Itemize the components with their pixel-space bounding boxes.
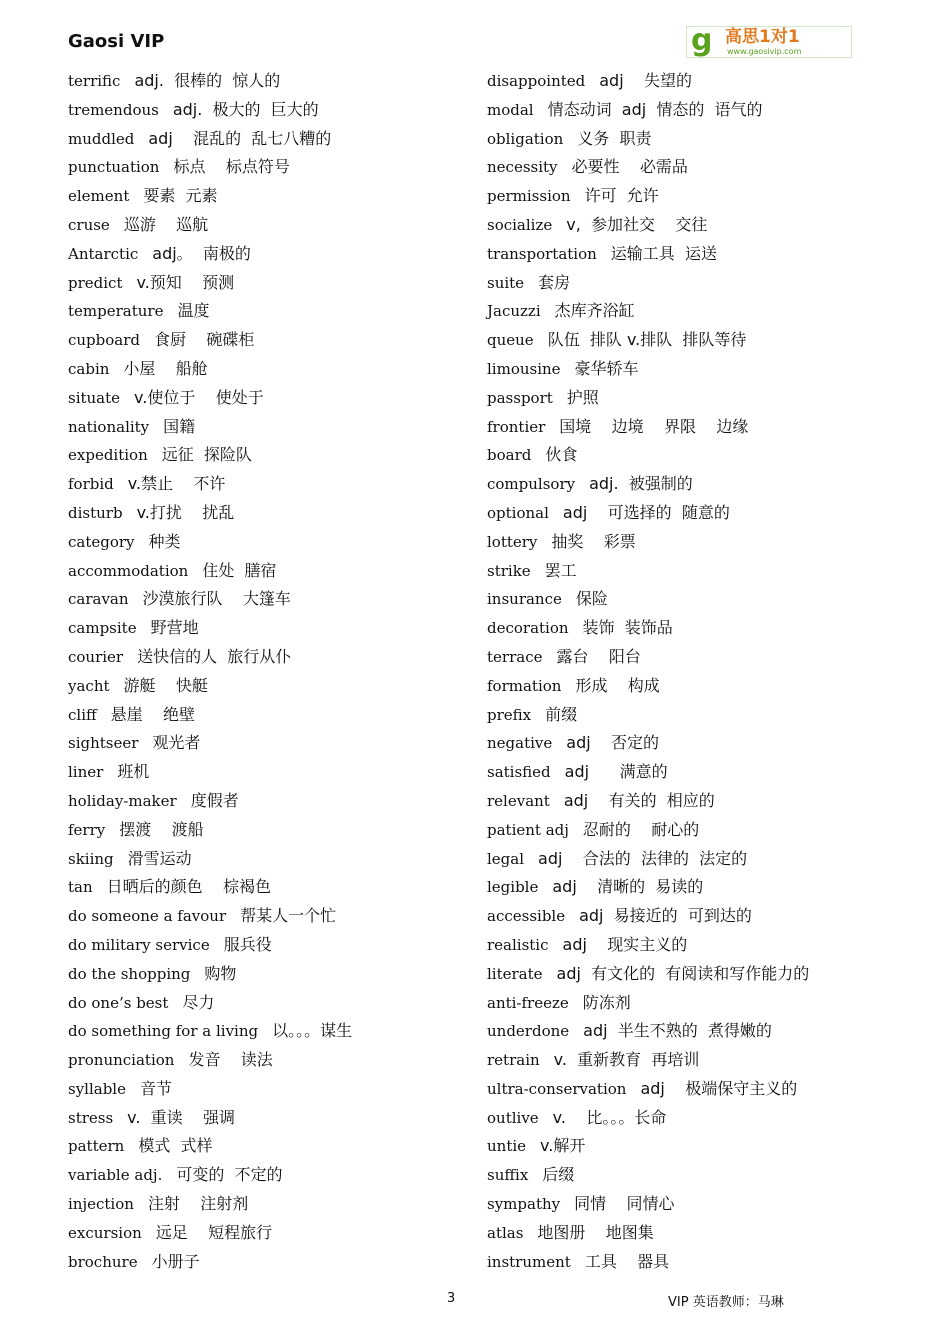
vocab-meaning: adj 可选择的 随意的	[562, 502, 730, 522]
vocab-meaning: 滑雪运动	[127, 848, 192, 868]
vocab-entry	[487, 1104, 927, 1133]
vocab-meaning: 露台 阳台	[556, 646, 641, 666]
vocab-word: nationality	[68, 417, 150, 436]
vocab-entry	[487, 355, 927, 384]
vocab-meaning: 必要性 必需品	[571, 157, 688, 177]
vocab-column-right	[487, 67, 927, 1276]
vocab-entry	[68, 1017, 468, 1046]
vocab-entry	[487, 931, 927, 960]
vocab-entry	[487, 67, 927, 96]
vocab-word: injection	[68, 1195, 134, 1214]
vocab-meaning: v.预知 预测	[136, 272, 235, 292]
vocab-entry	[68, 182, 468, 211]
vocab-meaning: adj. 极大的 巨大的	[172, 99, 319, 119]
vocab-meaning: adj 有文化的 有阅读和写作能力的	[556, 963, 810, 983]
vocab-word: campsite	[68, 619, 137, 638]
vocab-meaning: v.解开	[540, 1136, 586, 1156]
vocab-meaning: adj 否定的	[566, 733, 660, 753]
vocab-word: excursion	[68, 1223, 142, 1242]
logo-url: www.gaosivip.com	[727, 47, 802, 56]
vocab-meaning: 情态动词 adj 情态的 语气的	[547, 99, 763, 119]
vocab-word: anti-freeze	[487, 993, 569, 1012]
vocab-meaning: 豪华轿车	[574, 358, 639, 378]
vocab-word: relevant	[487, 791, 550, 810]
vocab-meaning: 队伍 排队 v.排队 排队等待	[547, 330, 747, 350]
vocab-word: tremendous	[68, 100, 159, 119]
vocab-entry	[68, 787, 468, 816]
vocab-entry	[487, 96, 927, 125]
vocab-meaning: 尽力	[182, 992, 215, 1012]
vocab-entry	[68, 960, 468, 989]
vocab-word: suite	[487, 273, 525, 292]
vocab-entry	[68, 701, 468, 730]
vocab-word: accommodation	[68, 561, 189, 580]
vocab-entry	[68, 125, 468, 154]
vocab-meaning: 观光者	[152, 733, 201, 753]
vocab-word: caravan	[68, 590, 129, 609]
vocab-word: satisfied	[487, 763, 551, 782]
vocab-meaning: adj 满意的	[564, 762, 668, 782]
vocab-entry	[487, 729, 927, 758]
vocab-meaning: adj 合法的 法律的 法定的	[538, 848, 748, 868]
vocab-meaning: 种类	[148, 531, 181, 551]
vocab-entry	[68, 153, 468, 182]
vocab-entry	[68, 470, 468, 499]
vocab-meaning: adj 现实主义的	[562, 934, 688, 954]
vocab-word: outlive	[487, 1108, 539, 1127]
vocab-word: permission	[487, 187, 571, 206]
vocab-entry	[487, 326, 927, 355]
vocab-meaning: v.使位于 使处于	[134, 387, 264, 407]
vocab-word: suffix	[487, 1166, 529, 1185]
vocab-meaning: 发音 读法	[188, 1050, 273, 1070]
vocab-word: holiday-maker	[68, 791, 177, 810]
page-number: 3	[447, 1291, 456, 1306]
vocab-meaning: 住处 膳宿	[202, 560, 277, 580]
vocab-meaning: adj 极端保守主义的	[640, 1078, 798, 1098]
vocab-word: instrument	[487, 1252, 571, 1271]
vocab-entry	[68, 67, 468, 96]
vocab-word: yacht	[68, 676, 110, 695]
vocab-word: transportation	[487, 244, 597, 263]
vocab-meaning: adj 清晰的 易读的	[552, 877, 704, 897]
vocab-entry	[487, 269, 927, 298]
vocab-word: skiing	[68, 849, 114, 868]
vocab-meaning: 摆渡 渡船	[119, 819, 204, 839]
vocab-meaning: 游艇 快艇	[123, 675, 208, 695]
vocab-word: punctuation	[68, 158, 160, 177]
vocab-meaning: adj 有关的 相应的	[563, 790, 715, 810]
vocab-meaning: adj 半生不熟的 煮得嫩的	[583, 1021, 772, 1041]
vocab-entry	[487, 989, 927, 1018]
vocab-word: do the shopping	[68, 964, 191, 983]
vocab-entry	[487, 1219, 927, 1248]
vocab-entry	[68, 211, 468, 240]
vocab-meaning: 套房	[538, 272, 571, 292]
gaosi-logo	[686, 23, 852, 58]
vocab-entry	[487, 441, 927, 470]
vocab-entry	[487, 384, 927, 413]
vocab-word: ultra-conservation	[487, 1079, 627, 1098]
vocab-entry	[487, 902, 927, 931]
vocab-word: sightseer	[68, 734, 139, 753]
vocab-entry	[487, 758, 927, 787]
vocab-entry	[487, 240, 927, 269]
vocab-entry	[487, 1248, 927, 1277]
vocab-word: terrace	[487, 647, 543, 666]
vocab-meaning: 忍耐的 耐心的	[582, 819, 700, 839]
vocab-word: patient adj	[487, 820, 569, 839]
vocab-entry	[68, 1104, 468, 1133]
vocab-word: pronunciation	[68, 1051, 175, 1070]
vocab-meaning: 日晒后的颜色 棕褐色	[106, 877, 271, 897]
vocab-word: brochure	[68, 1252, 138, 1271]
vocab-word: board	[487, 446, 532, 465]
vocab-meaning: 沙漠旅行队 大篷车	[142, 589, 291, 609]
vocab-word: literate	[487, 964, 543, 983]
vocab-entry	[487, 614, 927, 643]
vocab-meaning: 远足 短程旅行	[155, 1222, 273, 1242]
vocab-meaning: adj 混乱的 乱七八糟的	[148, 128, 332, 148]
vocab-word: passport	[487, 388, 553, 407]
vocab-meaning: 模式 式样	[138, 1136, 213, 1156]
vocab-entry	[68, 355, 468, 384]
vocab-meaning: 地图册 地图集	[537, 1222, 654, 1242]
vocab-entry	[68, 931, 468, 960]
vocab-word: retrain	[487, 1051, 540, 1070]
vocab-word: atlas	[487, 1223, 524, 1242]
footer-teacher: VIP 英语教师：马琳	[668, 1295, 784, 1310]
vocab-word: cruse	[68, 215, 110, 234]
vocab-word: expedition	[68, 446, 148, 465]
vocab-entry	[68, 989, 468, 1018]
vocab-word: modal	[487, 100, 534, 119]
vocab-entry	[68, 413, 468, 442]
vocab-word: insurance	[487, 590, 562, 609]
vocab-word: forbid	[68, 475, 114, 494]
vocab-word: muddled	[68, 129, 135, 148]
vocab-meaning: 送快信的人 旅行从仆	[137, 646, 292, 666]
vocab-meaning: 杰库齐浴缸	[554, 301, 635, 321]
vocab-word: legible	[487, 878, 539, 897]
vocab-word: disturb	[68, 503, 123, 522]
vocab-word: prefix	[487, 705, 532, 724]
vocab-meaning: 前缀	[545, 704, 578, 724]
vocab-entry	[68, 499, 468, 528]
vocab-meaning: 巡游 巡航	[123, 214, 209, 234]
vocab-entry	[68, 1046, 468, 1075]
vocab-entry	[487, 499, 927, 528]
vocab-meaning: 装饰 装饰品	[582, 618, 673, 638]
vocab-entry	[68, 873, 468, 902]
vocab-meaning: 罢工	[544, 560, 577, 580]
vocab-meaning: adj 易接近的 可到达的	[579, 906, 752, 926]
vocab-entry	[487, 211, 927, 240]
vocab-entry	[68, 269, 468, 298]
vocab-word: syllable	[68, 1079, 126, 1098]
page-header-title: Gaosi VIP	[68, 31, 165, 52]
vocab-word: formation	[487, 676, 562, 695]
vocab-word: stress	[68, 1108, 114, 1127]
vocab-word: situate	[68, 388, 121, 407]
vocab-meaning: 音节	[140, 1078, 173, 1098]
vocab-entry	[487, 182, 927, 211]
vocab-word: realistic	[487, 935, 549, 954]
vocab-entry	[487, 1046, 927, 1075]
vocab-word: underdone	[487, 1022, 570, 1041]
vocab-meaning: 要素 元素	[143, 186, 218, 206]
vocab-entry	[68, 528, 468, 557]
vocab-entry	[68, 758, 468, 787]
vocab-word: tan	[68, 878, 93, 897]
vocab-entry	[68, 672, 468, 701]
vocab-word: decoration	[487, 619, 569, 638]
vocab-word: cliff	[68, 705, 97, 724]
vocab-meaning: adj. 被强制的	[589, 474, 693, 494]
vocab-word: optional	[487, 503, 549, 522]
vocab-entry	[68, 240, 468, 269]
vocab-meaning: 标点 标点符号	[173, 157, 290, 177]
vocab-word: do someone a favour	[68, 907, 227, 926]
vocab-entry	[68, 902, 468, 931]
vocab-meaning: 可变的 不定的	[176, 1165, 283, 1185]
vocab-word: predict	[68, 273, 123, 292]
vocab-word: liner	[68, 763, 104, 782]
vocab-entry	[487, 787, 927, 816]
vocab-entry	[68, 643, 468, 672]
vocab-entry	[487, 1161, 927, 1190]
vocab-meaning: 度假者	[190, 790, 239, 810]
vocab-word: queue	[487, 331, 534, 350]
vocab-entry	[68, 816, 468, 845]
vocab-meaning: 运输工具 运送	[610, 243, 717, 263]
vocab-entry	[487, 845, 927, 874]
vocab-entry	[487, 528, 927, 557]
vocab-meaning: 以。。。谋生	[272, 1021, 353, 1041]
vocab-entry	[68, 297, 468, 326]
vocab-entry	[68, 1248, 468, 1277]
vocab-word: courier	[68, 647, 124, 666]
vocab-word: variable adj.	[68, 1166, 163, 1185]
vocab-entry	[487, 873, 927, 902]
vocab-word: ferry	[68, 820, 106, 839]
vocab-word: Jacuzzi	[487, 302, 541, 321]
vocab-word: do military service	[68, 935, 210, 954]
vocab-meaning: 国境 边境 界限 边缘	[559, 416, 749, 436]
vocab-entry	[68, 441, 468, 470]
vocab-meaning: v. 重读 强调	[127, 1107, 236, 1127]
vocab-meaning: adj。 南极的	[152, 243, 251, 263]
vocab-meaning: v. 比。。。长命	[552, 1107, 667, 1127]
vocab-entry	[487, 413, 927, 442]
vocab-entry	[487, 1017, 927, 1046]
vocab-word: temperature	[68, 302, 164, 321]
vocab-word: cabin	[68, 359, 110, 378]
vocab-entry	[487, 701, 927, 730]
vocab-entry	[68, 1219, 468, 1248]
vocab-word: Antarctic	[68, 244, 139, 263]
vocab-meaning: 注射 注射剂	[147, 1194, 249, 1214]
vocab-meaning: 护照	[566, 387, 599, 407]
vocab-entry	[68, 384, 468, 413]
vocab-meaning: v.禁止 不许	[127, 474, 226, 494]
vocab-word: lottery	[487, 532, 538, 551]
vocab-meaning: 班机	[117, 762, 150, 782]
vocab-entry	[487, 1132, 927, 1161]
vocab-meaning: 抽奖 彩票	[551, 531, 636, 551]
vocab-word: pattern	[68, 1137, 125, 1156]
vocab-entry	[68, 729, 468, 758]
vocab-entry	[487, 960, 927, 989]
vocab-entry	[487, 125, 927, 154]
vocab-meaning: 保险	[575, 589, 608, 609]
vocab-meaning: v. 重新教育 再培训	[553, 1050, 700, 1070]
vocab-entry	[68, 557, 468, 586]
vocab-entry	[487, 672, 927, 701]
vocab-entry	[68, 1190, 468, 1219]
vocab-column-left	[68, 67, 468, 1276]
vocab-meaning: 义务 职责	[577, 128, 652, 148]
vocab-word: strike	[487, 561, 531, 580]
vocab-meaning: 许可 允许	[584, 186, 659, 206]
vocab-entry	[487, 1190, 927, 1219]
vocab-entry	[487, 643, 927, 672]
logo-text: 高思1对1	[725, 27, 800, 47]
vocab-entry	[68, 1132, 468, 1161]
vocab-word: socialize	[487, 215, 553, 234]
vocab-meaning: 小册子	[151, 1251, 200, 1271]
vocab-meaning: v.打扰 扰乱	[136, 502, 235, 522]
logo-mark: g	[691, 23, 713, 58]
vocab-word: legal	[487, 849, 525, 868]
vocab-word: cupboard	[68, 331, 141, 350]
vocab-word: disappointed	[487, 72, 586, 90]
vocab-entry	[487, 153, 927, 182]
vocab-meaning: 帮某人一个忙	[240, 906, 337, 926]
vocab-meaning: 工具 器具	[584, 1251, 670, 1271]
vocab-word: compulsory	[487, 475, 576, 494]
vocab-entry	[68, 326, 468, 355]
vocab-word: obligation	[487, 129, 564, 148]
vocab-entry	[487, 470, 927, 499]
vocab-word: category	[68, 532, 135, 551]
vocab-meaning: 食厨 碗碟柜	[154, 330, 255, 350]
vocab-word: necessity	[487, 158, 558, 177]
vocab-meaning: adj 失望的	[599, 71, 693, 90]
vocab-entry	[487, 1075, 927, 1104]
vocab-meaning: 悬崖 绝壁	[110, 704, 196, 724]
vocab-entry	[487, 816, 927, 845]
vocab-meaning: 防冻剂	[582, 992, 631, 1012]
vocab-word: do one’s best	[68, 993, 169, 1012]
vocab-meaning: 远征 探险队	[161, 445, 252, 465]
vocab-word: negative	[487, 734, 553, 753]
vocab-word: terrific	[68, 72, 121, 90]
vocab-meaning: 小屋 船舱	[123, 358, 208, 378]
vocab-entry	[68, 96, 468, 125]
vocab-entry	[68, 1161, 468, 1190]
vocab-word: limousine	[487, 359, 561, 378]
vocab-entry	[487, 557, 927, 586]
vocab-word: frontier	[487, 417, 546, 436]
vocab-word: do something for a living	[68, 1022, 259, 1041]
vocab-meaning: 购物	[204, 963, 237, 983]
vocab-entry	[487, 585, 927, 614]
vocab-entry	[68, 845, 468, 874]
vocab-meaning: v, 参加社交 交往	[566, 214, 708, 234]
vocab-meaning: 野营地	[150, 618, 199, 638]
vocab-entry	[68, 585, 468, 614]
vocab-entry	[487, 297, 927, 326]
vocab-word: accessible	[487, 907, 566, 926]
vocab-meaning: 国籍	[163, 416, 196, 436]
vocab-meaning: 形成 构成	[575, 675, 660, 695]
vocab-word: untie	[487, 1137, 527, 1156]
vocab-meaning: adj. 很棒的 惊人的	[134, 71, 281, 90]
vocab-meaning: 同情 同情心	[574, 1194, 675, 1214]
vocab-meaning: 温度	[177, 301, 210, 321]
vocab-meaning: 伙食	[545, 445, 578, 465]
vocab-entry	[68, 614, 468, 643]
vocab-entry	[68, 1075, 468, 1104]
vocab-meaning: 后缀	[542, 1165, 575, 1185]
vocab-word: sympathy	[487, 1195, 561, 1214]
vocab-meaning: 服兵役	[223, 934, 272, 954]
vocab-word: element	[68, 187, 130, 206]
